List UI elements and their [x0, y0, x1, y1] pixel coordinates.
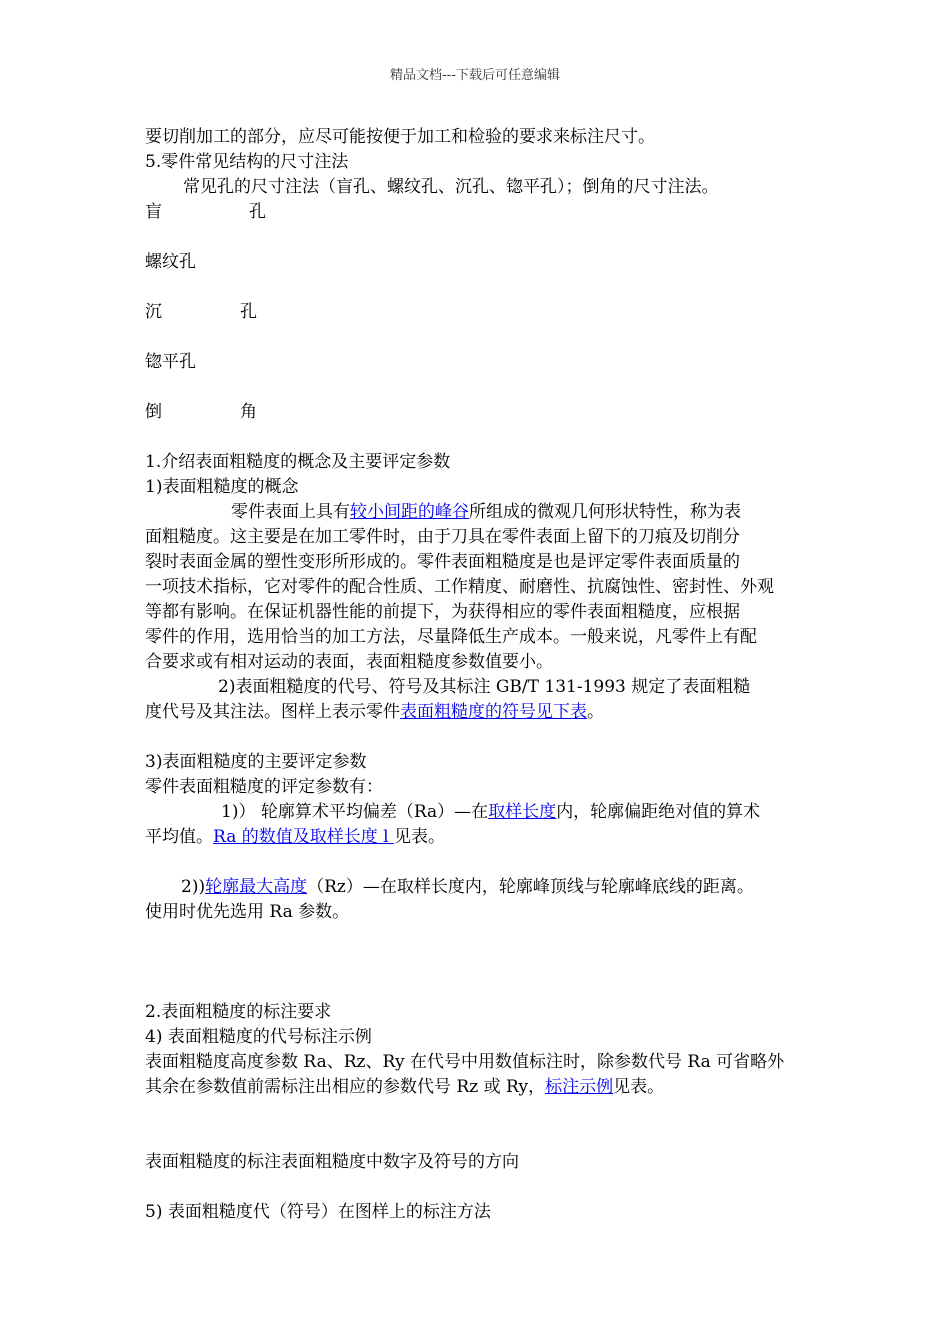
text-span: 零件表面上具有	[231, 502, 350, 522]
link-sampling-length[interactable]: 取样长度	[488, 802, 557, 822]
text-span: 2))	[181, 877, 206, 897]
text-line: 等都有影响。在保证机器性能的前提下，为获得相应的零件表面粗糙度，应根据	[145, 602, 740, 622]
list-item: 锪平孔	[145, 352, 196, 372]
text-span: （Rz）—在取样长度内，轮廓峰顶线与轮廓峰底线的距离。	[307, 877, 754, 897]
label-part: 孔	[240, 302, 257, 322]
text-line: 零件的作用，选用恰当的加工方法，尽量降低生产成本。一般来说，凡零件上有配	[145, 627, 757, 647]
text-span: 度代号及其注法。图样上表示零件	[145, 702, 400, 722]
text-line	[221, 800, 760, 825]
text-span: 见表。	[613, 1077, 665, 1097]
page-header: 精品文档---下载后可任意编辑	[389, 68, 561, 83]
label-part: 角	[240, 402, 257, 422]
subsection-heading: 1)表面粗糙度的概念	[145, 477, 299, 497]
list-item	[145, 300, 257, 325]
text-line: 零件表面粗糙度的评定参数有：	[145, 777, 383, 797]
text-line: 表面粗糙度高度参数 Ra、Rz、Ry 在代号中用数值标注时，除参数代号 Ra 可省略外	[145, 1052, 785, 1072]
subsection-heading: 4) 表面粗糙度的代号标注示例	[145, 1027, 372, 1047]
label-part: 盲	[145, 202, 162, 222]
text-line: 使用时优先选用 Ra 参数。	[145, 902, 350, 922]
text-line	[145, 825, 445, 850]
text-line	[231, 500, 741, 525]
text-span: 平均值。	[145, 827, 213, 847]
label-part: 孔	[249, 202, 266, 222]
list-item	[145, 200, 266, 225]
text-line	[181, 875, 754, 900]
subsection-heading: 3)表面粗糙度的主要评定参数	[145, 752, 367, 772]
text-line: 要切削加工的部分，应尽可能按便于加工和检验的要求来标注尺寸。	[145, 127, 655, 147]
text-span: 。	[587, 702, 604, 722]
text-line	[145, 1075, 664, 1100]
label-part: 倒	[145, 402, 162, 422]
link-roughness-symbols[interactable]: 表面粗糙度的符号见下表	[400, 702, 587, 722]
link-peak-valley[interactable]: 较小间距的峰谷	[350, 502, 469, 522]
subsection-heading: 5) 表面粗糙度代（符号）在图样上的标注方法	[145, 1202, 491, 1222]
text-line: 常见孔的尺寸注法（盲孔、螺纹孔、沉孔、锪平孔）；倒角的尺寸注法。	[183, 177, 719, 197]
section-heading: 2.表面粗糙度的标注要求	[145, 1002, 332, 1022]
section-heading: 5.零件常见结构的尺寸注法	[145, 152, 349, 172]
text-span: 内，轮廓偏距绝对值的算术	[556, 802, 761, 822]
link-annotation-example[interactable]: 标注示例	[545, 1077, 614, 1097]
text-line: 表面粗糙度的标注表面粗糙度中数字及符号的方向	[145, 1152, 519, 1172]
text-line	[145, 700, 604, 725]
link-ra-values[interactable]: Ra 的数值及取样长度 l	[213, 827, 394, 847]
text-line: 合要求或有相对运动的表面，表面粗糙度参数值要小。	[145, 652, 553, 672]
text-span: 其余在参数值前需标注出相应的参数代号 Rz 或 Ry，	[145, 1077, 546, 1097]
label-part: 沉	[145, 302, 162, 322]
text-line: 2)表面粗糙度的代号、符号及其标注 GB/T 131-1993 规定了表面粗糙	[218, 677, 751, 697]
text-span: 见表。	[393, 827, 445, 847]
text-span: 所组成的微观几何形状特性，称为表	[469, 502, 741, 522]
text-line: 面粗糙度。这主要是在加工零件时，由于刀具在零件表面上留下的刀痕及切削分	[145, 527, 740, 547]
text-span: 1)） 轮廓算术平均偏差（Ra）—在	[221, 802, 489, 822]
link-max-height[interactable]: 轮廓最大高度	[205, 877, 308, 897]
text-line: 裂时表面金属的塑性变形所形成的。零件表面粗糙度是也是评定零件表面质量的	[145, 552, 740, 572]
list-item	[145, 400, 257, 425]
section-heading: 1.介绍表面粗糙度的概念及主要评定参数	[145, 452, 451, 472]
list-item: 螺纹孔	[145, 252, 196, 272]
text-line: 一项技术指标，它对零件的配合性质、工作精度、耐磨性、抗腐蚀性、密封性、外观	[145, 577, 774, 597]
